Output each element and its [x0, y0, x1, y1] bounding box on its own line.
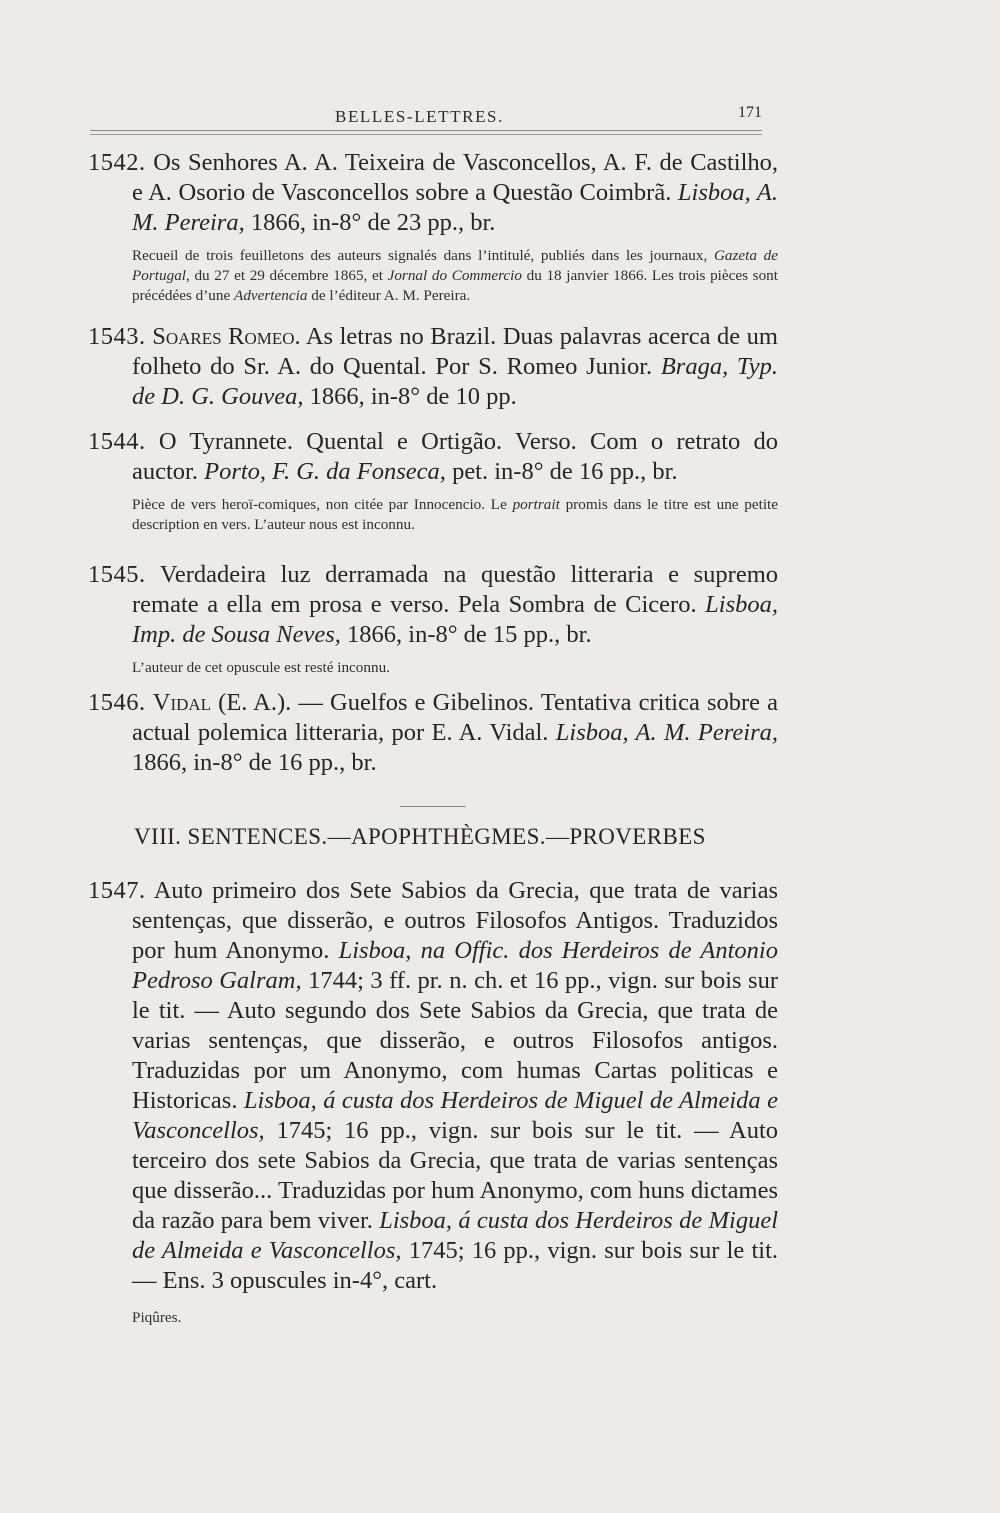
entry-collation: 1745; 16 pp., vign. sur bois sur le tit. — Ens. 3 opuscules in-4°, cart. — [132, 1237, 778, 1294]
entry-number: 1545. — [88, 561, 146, 588]
entry-text — [88, 688, 778, 778]
note-text: du 27 et 29 décembre 1865, et — [189, 267, 388, 284]
note-italic: Jornal do Commercio — [387, 267, 522, 284]
entry-1544 — [88, 427, 778, 535]
entry-text — [88, 148, 778, 238]
entry-collation: pet. in-8° de 16 pp., br. — [445, 458, 678, 485]
entry-1547 — [88, 876, 778, 1328]
running-head — [90, 104, 762, 138]
entry-text — [88, 427, 778, 487]
entry-collation: 1866, in-8° de 23 pp., br. — [244, 209, 496, 236]
entry-imprint: Lisboa, A. M. Pereira, — [132, 179, 778, 236]
entry-imprint: Porto, F. G. da Fonseca, — [204, 458, 446, 485]
note-text: du 18 janvier 1866. Les trois pièces sont précédées d’une — [132, 267, 778, 304]
entry-note: Piqûres. — [132, 1309, 182, 1326]
entry-number: 1547. — [88, 877, 146, 904]
entry-text — [88, 560, 778, 650]
note-text: Pièce de vers heroï-comiques, non citée par Innocencio. Le — [132, 496, 513, 513]
entry-title: As letras no Brazil. Duas palavras acerca de um folheto do Sr. A. do Quental. Por S. Romeo Junior. — [132, 323, 778, 380]
entry-author: Soares Romeo. — [152, 323, 301, 350]
entry-number: 1544. — [88, 428, 146, 455]
entry-number: 1546. — [88, 689, 146, 716]
entry-author: Vidal — [152, 689, 212, 716]
entry-1542 — [88, 148, 778, 306]
entry-imprint: Lisboa, na Offic. dos Herdeiros de Antonio Pedroso Galram, — [132, 937, 778, 994]
entry-title: Os Senhores A. A. Teixeira de Vasconcellos, A. F. de Castilho, e A. Osorio de Vasconcellos sobre a Questão Coimbrã. — [132, 149, 779, 206]
entry-number: 1542. — [88, 149, 146, 176]
entry-text — [88, 876, 778, 1296]
header-rule-double — [90, 134, 762, 135]
entry-imprint: Braga, Typ. de D. G. Gouvea, — [132, 353, 778, 410]
entry-imprint: Lisboa, á custa dos Herdeiros de Miguel de Almeida e Vasconcellos, — [132, 1087, 779, 1144]
entry-collation: 1866, in-8° de 16 pp., br. — [132, 749, 377, 776]
entry-imprint: Lisboa, Imp. de Sousa Neves, — [132, 591, 778, 648]
entry-note — [132, 246, 778, 306]
entry-title: Verdadeira luz derramada na questão litteraria e supremo remate a ella em prosa e verso. Pela Sombra de Cicero. — [132, 561, 778, 618]
entry-title: (E. A.). — Guelfos e Gibelinos. Tentativa critica sobre a actual polemica litteraria, por E. A. Vidal. — [132, 689, 779, 746]
note-italic: portrait — [512, 496, 560, 513]
note-italic: Gazeta de Portugal, — [132, 247, 778, 284]
entry-1545 — [88, 560, 778, 678]
section-separator — [400, 806, 466, 807]
entry-note — [132, 658, 778, 678]
running-head-title: BELLES-LETTRES. — [335, 107, 504, 126]
note-italic: Advertencia — [234, 287, 308, 304]
entry-text — [88, 322, 778, 412]
entry-title: O Tyrannete. Quental e Ortigão. Verso. Com o retrato do auctor. — [132, 428, 779, 485]
note-text: Recueil de trois feuilletons des auteurs signalés dans l’intitulé, publiés dans les journaux, — [132, 247, 714, 264]
entry-note — [132, 495, 778, 535]
section-title: VIII. SENTENCES.—APOPHTHÈGMES.—PROVERBES — [134, 824, 706, 849]
header-rule — [90, 130, 762, 131]
note-text: de l’éditeur A. M. Pereira. — [307, 287, 471, 304]
entry-number: 1543. — [88, 323, 146, 350]
entry-collation: 1866, in-8° de 15 pp., br. — [340, 621, 592, 648]
entry-imprint: Lisboa, A. M. Pereira, — [555, 719, 778, 746]
note-text: L’auteur de cet opuscule est resté inconnu. — [132, 659, 390, 676]
entry-title: Auto primeiro dos Sete Sabios da Grecia, que trata de varias sentenças, que disserão, e outros Filosofos Antigos. Traduzidos por hum Anonymo. — [132, 877, 779, 964]
entry-1546 — [88, 688, 778, 778]
page-number: 171 — [738, 104, 762, 121]
note-text: promis dans le titre est une petite description en vers. L’auteur nous est inconnu. — [132, 496, 778, 533]
entry-collation: 1745; 16 pp., vign. sur bois sur le tit. — Auto terceiro dos sete Sabios da Grecia, que trata de varias sentenças que disserão... Traduzidas por hum Anonymo, com huns dictames da razão para bem viver. — [132, 1117, 778, 1234]
entry-collation: 1744; 3 ff. pr. n. ch. et 16 pp., vign. sur bois sur le tit. — Auto segundo dos Sete Sabios da Grecia, que trata de varias sentenças, que disserão, e outros Filosofos antigos. Traduzidas por um Anonymo, com humas Cartas politicas e Historicas. — [132, 967, 778, 1114]
entry-1543 — [88, 322, 778, 412]
entry-collation: 1866, in-8° de 10 pp. — [303, 383, 517, 410]
entry-imprint: Lisboa, á custa dos Herdeiros de Miguel de Almeida e Vasconcellos, — [132, 1207, 779, 1264]
